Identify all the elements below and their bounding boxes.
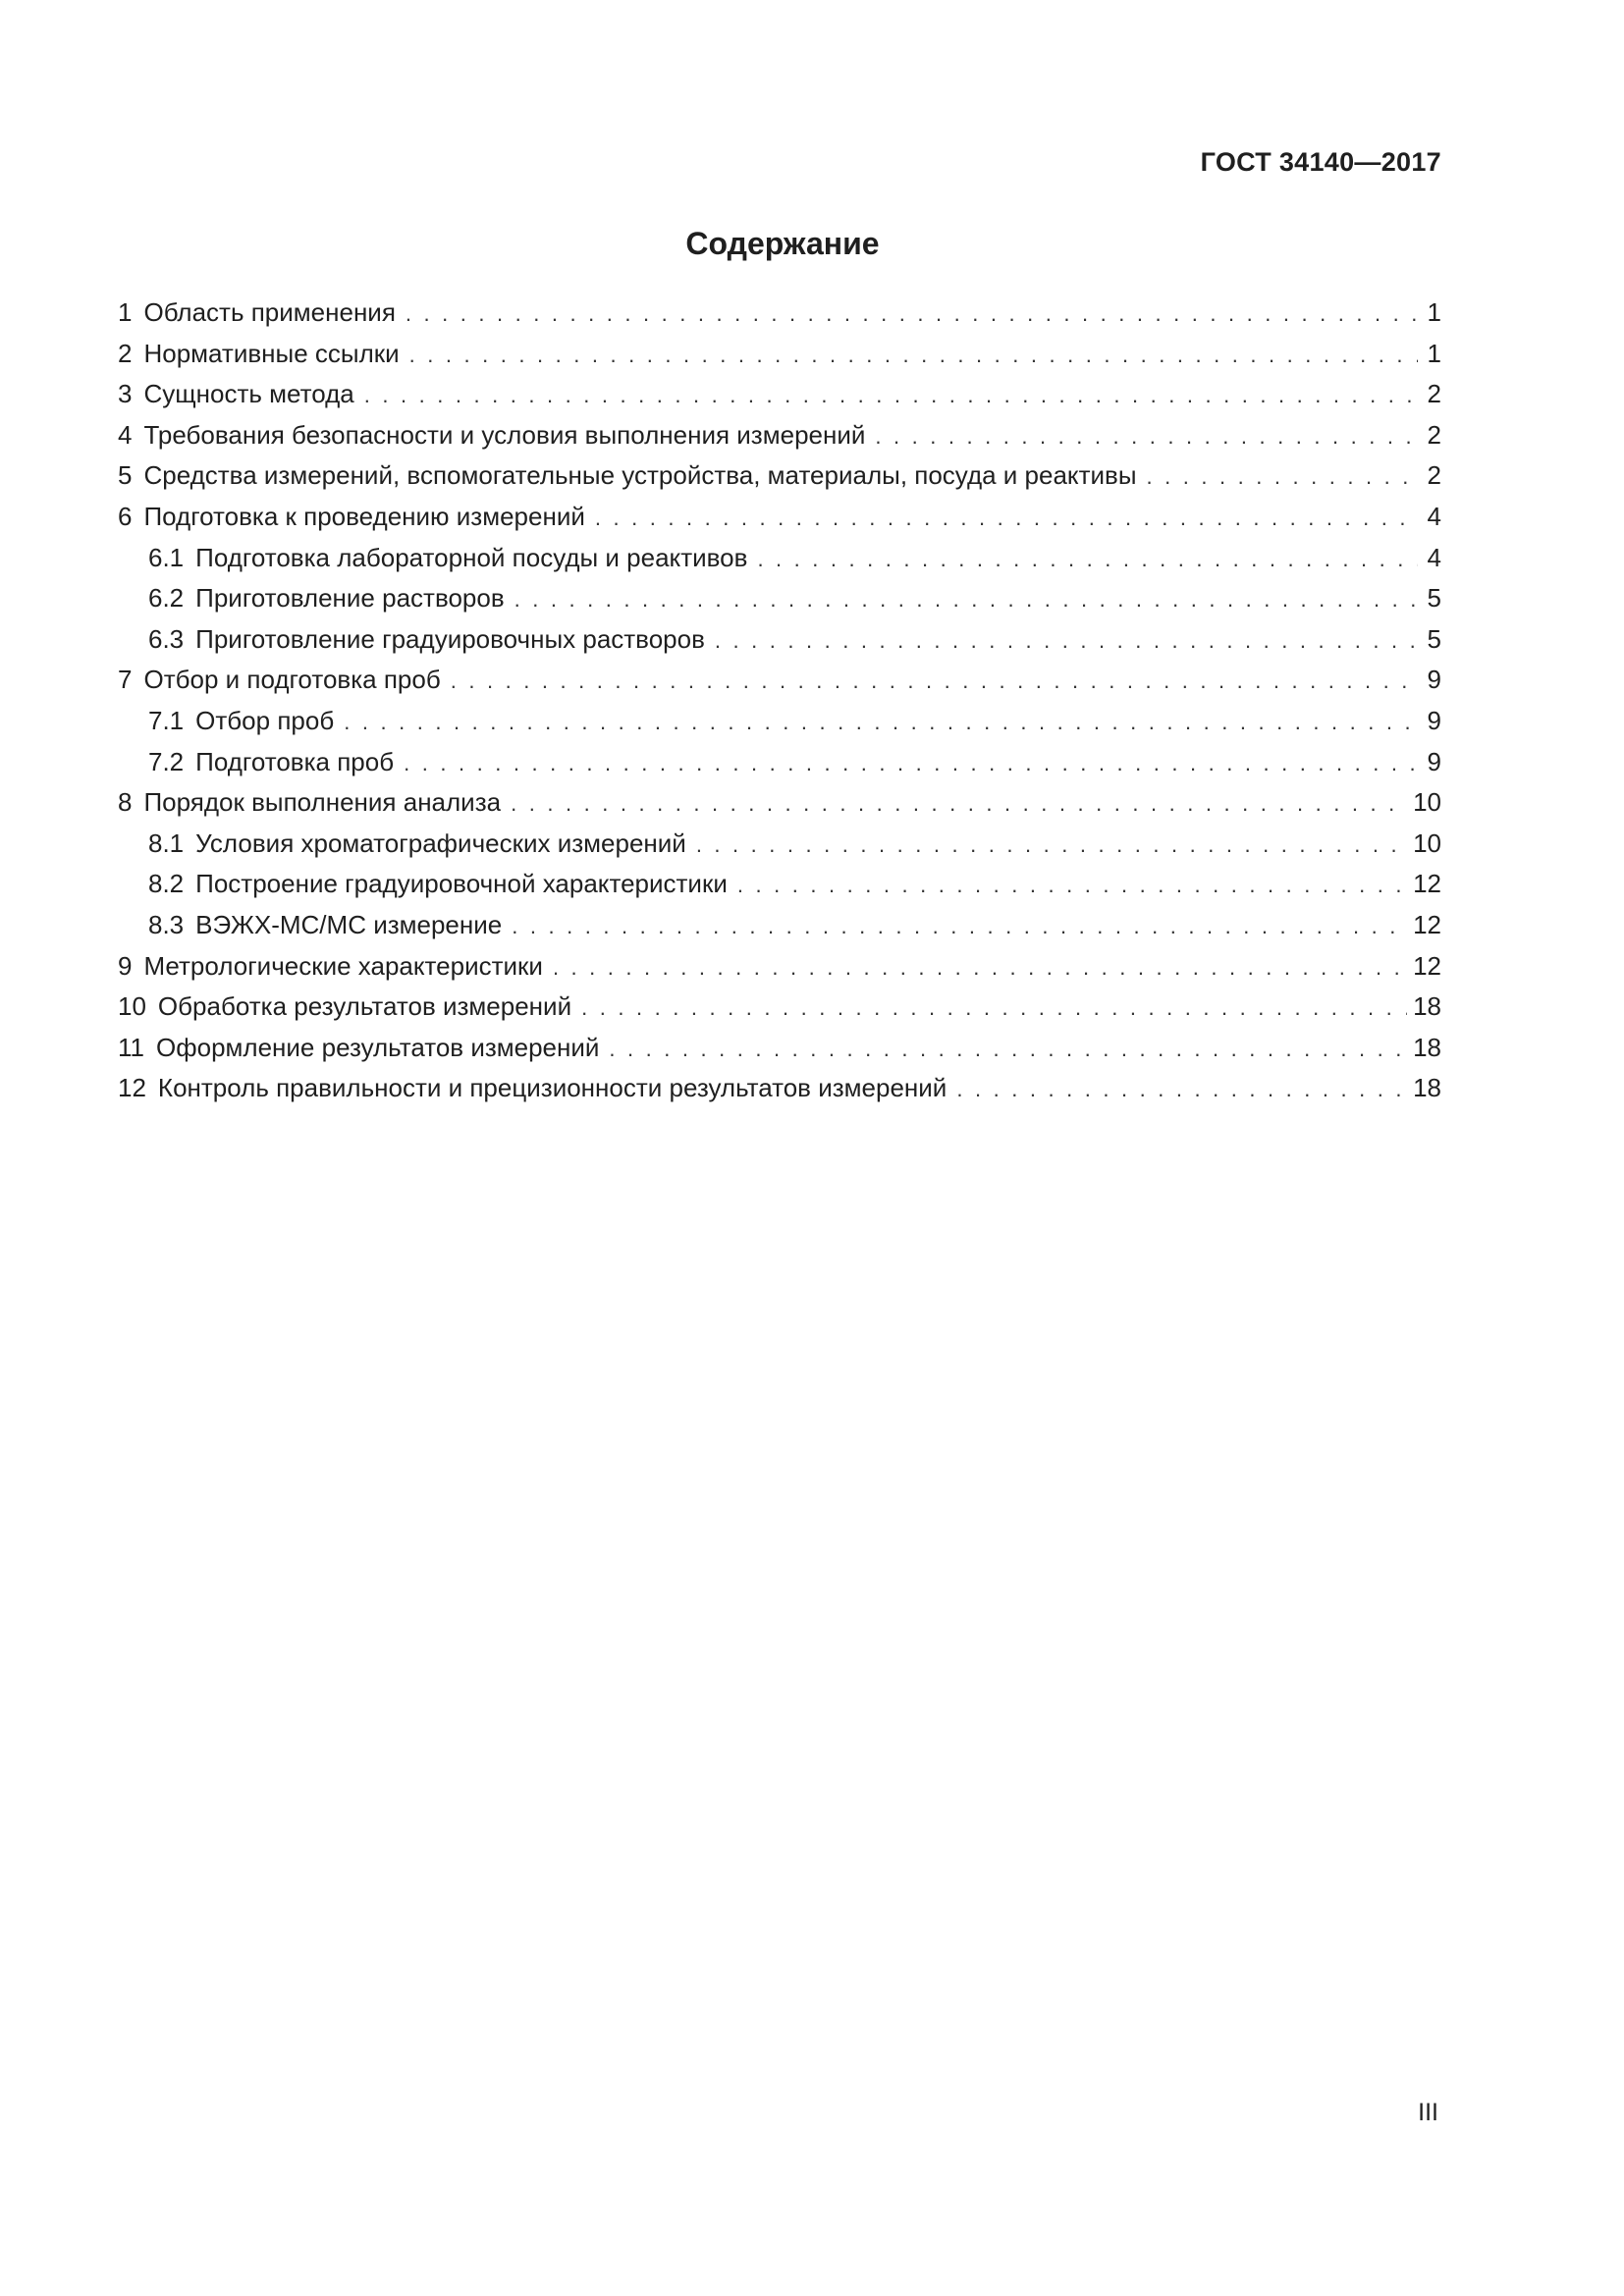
toc-entry[interactable] <box>118 905 1441 946</box>
toc-title: Содержание <box>685 226 880 261</box>
toc-entry-number: 6.3 <box>148 623 185 654</box>
toc-dot-leader <box>451 661 1418 702</box>
toc-entry-number: 5 <box>118 460 133 491</box>
toc-dot-leader <box>514 579 1418 620</box>
toc-entry-title: Обработка результатов измерений <box>157 991 572 1022</box>
toc-dot-leader <box>609 1029 1407 1070</box>
toc-entry-page: 5 <box>1427 623 1441 654</box>
toc-entry-title: Подготовка проб <box>195 746 395 776</box>
toc-entry-number: 4 <box>118 419 133 450</box>
toc-entry-number: 10 <box>118 991 146 1022</box>
toc-entry[interactable] <box>118 455 1441 497</box>
toc-entry-page: 1 <box>1427 338 1441 368</box>
toc-dot-leader <box>364 375 1418 416</box>
toc-entry-title: Порядок выполнения анализа <box>143 787 502 818</box>
toc-entry-page: 18 <box>1413 1032 1441 1062</box>
toc-entry[interactable] <box>118 293 1441 334</box>
toc-entry-number: 9 <box>118 950 133 981</box>
toc-entry[interactable] <box>118 578 1441 619</box>
toc-entry[interactable] <box>118 782 1441 824</box>
toc-entry-number: 6.1 <box>148 542 185 572</box>
toc-entry-number: 1 <box>118 297 133 327</box>
toc-entry-title: Подготовка к проведению измерений <box>143 501 585 531</box>
toc-entry[interactable] <box>118 415 1441 456</box>
toc-entry-number: 8.2 <box>148 869 185 899</box>
toc-entry-number: 12 <box>118 1073 146 1103</box>
toc-dot-leader <box>406 294 1418 335</box>
toc-entry-title: Контроль правильности и прецизионности результатов измерений <box>157 1073 947 1103</box>
toc-entry[interactable] <box>118 374 1441 415</box>
toc-entry-number: 6 <box>118 501 133 531</box>
toc-dot-leader <box>956 1069 1407 1110</box>
toc-entry[interactable] <box>118 538 1441 579</box>
toc-entry-title: Построение градуировочной характеристики <box>195 869 728 899</box>
toc-entry-title: Метрологические характеристики <box>143 950 543 981</box>
toc-entry-number: 7.1 <box>148 705 185 735</box>
toc-dot-leader <box>409 335 1418 376</box>
toc-entry-title: Нормативные ссылки <box>143 338 400 368</box>
toc-entry-number: 8 <box>118 787 133 818</box>
toc-entry[interactable] <box>118 824 1441 865</box>
toc-entry-page: 2 <box>1427 460 1441 491</box>
table-of-contents <box>118 293 1441 1109</box>
toc-entry-page: 2 <box>1427 379 1441 409</box>
toc-entry-page: 9 <box>1427 705 1441 735</box>
toc-dot-leader <box>581 988 1407 1029</box>
toc-dot-leader <box>344 702 1418 743</box>
toc-entry[interactable] <box>118 946 1441 988</box>
toc-dot-leader <box>715 620 1418 662</box>
toc-entry-page: 9 <box>1427 746 1441 776</box>
toc-entry-page: 4 <box>1427 542 1441 572</box>
page-number: III <box>1418 2099 1438 2126</box>
toc-dot-leader <box>553 947 1407 988</box>
toc-entry-number: 7 <box>118 665 133 695</box>
toc-entry-page: 1 <box>1427 297 1441 327</box>
toc-entry-page: 10 <box>1413 787 1441 818</box>
toc-entry-number: 7.2 <box>148 746 185 776</box>
toc-entry-title: Приготовление градуировочных растворов <box>195 623 705 654</box>
toc-entry[interactable] <box>118 660 1441 701</box>
toc-entry-page: 12 <box>1413 869 1441 899</box>
toc-entry-page: 18 <box>1413 1073 1441 1103</box>
toc-dot-leader <box>737 865 1407 906</box>
toc-entry-page: 2 <box>1427 419 1441 450</box>
toc-entry-number: 8.1 <box>148 828 185 858</box>
toc-entry[interactable] <box>118 742 1441 783</box>
toc-dot-leader <box>875 416 1418 457</box>
toc-entry[interactable] <box>118 701 1441 742</box>
toc-entry-number: 8.3 <box>148 909 185 939</box>
toc-entry-title: Сущность метода <box>143 379 354 409</box>
toc-entry-title: Отбор проб <box>195 705 335 735</box>
toc-entry-page: 9 <box>1427 665 1441 695</box>
toc-entry-page: 18 <box>1413 991 1441 1022</box>
toc-entry-page: 5 <box>1427 583 1441 614</box>
toc-dot-leader <box>404 743 1418 784</box>
toc-entry[interactable] <box>118 1028 1441 1069</box>
toc-entry-title: Отбор и подготовка проб <box>143 665 441 695</box>
toc-dot-leader <box>511 783 1407 825</box>
toc-dot-leader <box>512 906 1407 947</box>
toc-dot-leader <box>1147 456 1418 498</box>
document-code: ГОСТ 34140—2017 <box>1200 147 1441 177</box>
toc-entry-number: 11 <box>118 1032 144 1062</box>
toc-entry-title: Область применения <box>143 297 396 327</box>
toc-entry-page: 4 <box>1427 501 1441 531</box>
toc-dot-leader <box>696 825 1407 866</box>
toc-dot-leader <box>757 539 1418 580</box>
toc-entry-page: 12 <box>1413 950 1441 981</box>
toc-dot-leader <box>595 498 1418 539</box>
toc-entry-title: Требования безопасности и условия выполнения измерений <box>143 419 866 450</box>
toc-entry[interactable] <box>118 334 1441 375</box>
toc-entry-title: Средства измерений, вспомогательные устройства, материалы, посуда и реактивы <box>143 460 1137 491</box>
toc-entry[interactable] <box>118 1068 1441 1109</box>
toc-entry-title: Оформление результатов измерений <box>156 1032 600 1062</box>
toc-entry[interactable] <box>118 619 1441 661</box>
toc-entry-title: Подготовка лабораторной посуды и реактивов <box>195 542 748 572</box>
toc-entry-number: 2 <box>118 338 133 368</box>
toc-entry-page: 10 <box>1413 828 1441 858</box>
toc-entry-number: 6.2 <box>148 583 185 614</box>
toc-entry-title: Условия хроматографических измерений <box>195 828 686 858</box>
toc-entry[interactable] <box>118 497 1441 538</box>
toc-entry-title: ВЭЖХ-МС/МС измерение <box>195 909 503 939</box>
toc-entry-page: 12 <box>1413 909 1441 939</box>
toc-entry-title: Приготовление растворов <box>195 583 505 614</box>
toc-entry[interactable] <box>118 987 1441 1028</box>
toc-entry[interactable] <box>118 864 1441 905</box>
toc-entry-number: 3 <box>118 379 133 409</box>
